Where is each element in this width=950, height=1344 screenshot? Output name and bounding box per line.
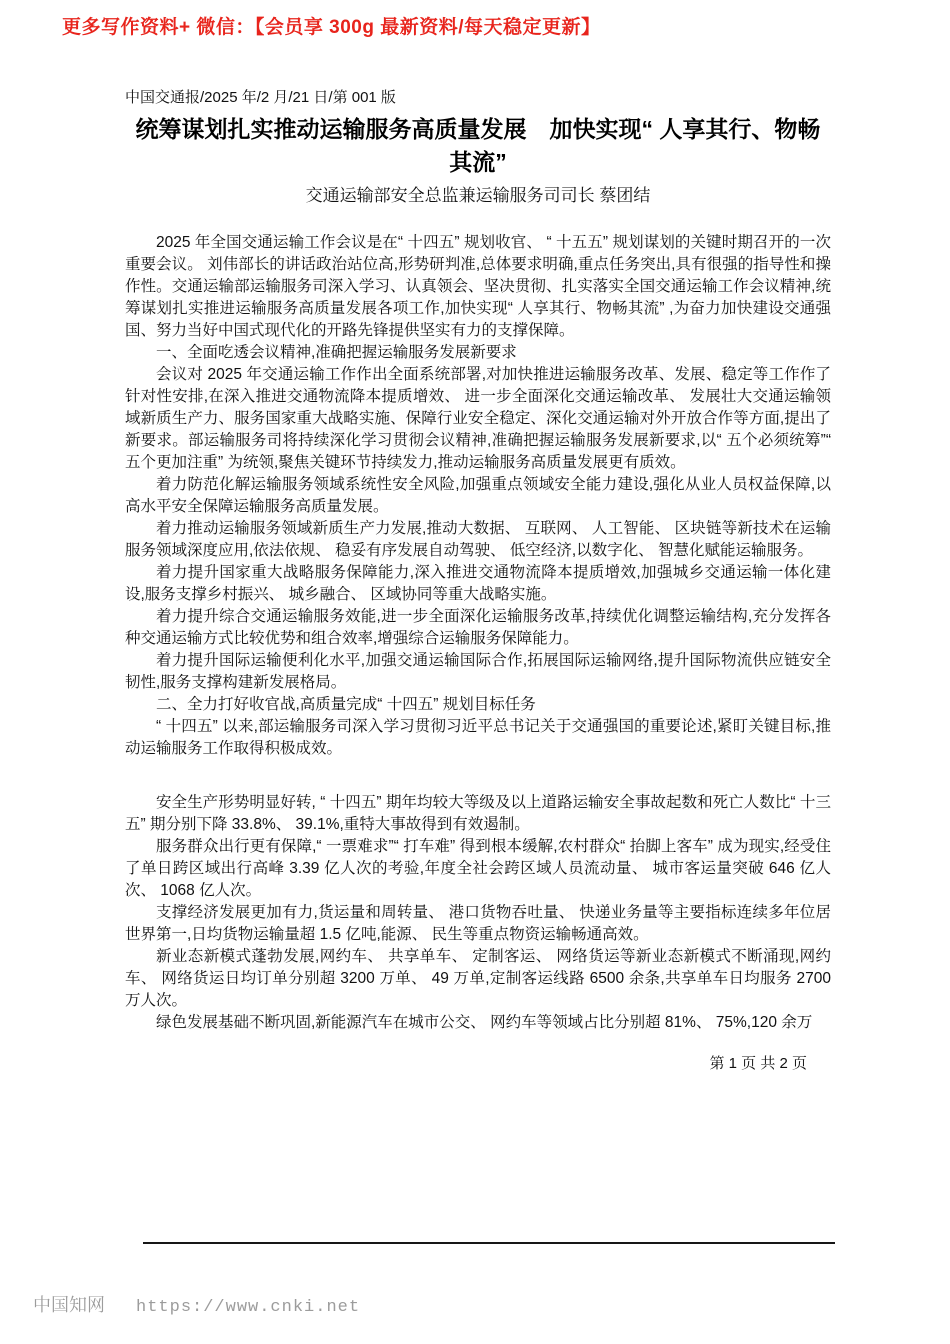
article-paragraph: 着力提升国家重大战略服务保障能力,深入推进交通物流降本提质增效,加强城乡交通运输一体化建设,服务支撑乡村振兴、 城乡融合、 区域协同等重大战略实施。 (125, 564, 831, 603)
article-paragraph: 着力推动运输服务领域新质生产力发展,推动大数据、 互联网、 人工智能、 区块链等新技术在运输服务领域深度应用,依法依规、 稳妥有序发展自动驾驶、 低空经济,以数字化、 智慧化赋能运输服务。 (125, 520, 831, 559)
article-author-line: 交通运输部安全总监兼运输服务司司长 蔡团结 (305, 186, 651, 205)
cnki-site-url: https://www.cnki.net (136, 1298, 361, 1317)
source-publication-line: 中国交通报/2025 年/2 月/21 日/第 001 版 (125, 89, 396, 106)
footer-divider-rule (143, 1242, 835, 1244)
article-paragraph: 二、全力打好收官战,高质量完成“ 十四五” 规划目标任务 (156, 696, 536, 713)
page-number-footer: 第 1 页 共 2 页 (709, 1055, 807, 1072)
article-paragraph: 安全生产形势明显好转, “ 十四五” 期年均较大等级及以上道路运输安全事故起数和死亡人数比“ 十三五” 期分别下降 33.8%、 39.1%,重特大事故得到有效遏制。 (125, 794, 831, 833)
article-paragraph: 着力提升国际运输便利化水平,加强交通运输国际合作,拓展国际运输网络,提升国际物流供应链安全韧性,服务支撑构建新发展格局。 (125, 652, 831, 691)
cnki-site-name: 中国知网 (33, 1295, 105, 1315)
article-paragraph: 着力防范化解运输服务领域系统性安全风险,加强重点领域安全能力建设,强化从业人员权益保障,以高水平安全保障运输服务高质量发展。 (125, 476, 831, 515)
article-paragraph: 新业态新模式蓬勃发展,网约车、 共享单车、 定制客运、 网络货运等新业态新模式不断涌现,网约车、 网络货运日均订单分别超 3200 万单、 49 万单,定制客运线路 6500 余条,共享单车日均服务 2700 万人次。 (125, 948, 831, 1009)
article-body (125, 232, 831, 1034)
article-paragraph: 支撑经济发展更加有力,货运量和周转量、 港口货物吞吐量、 快递业务量等主要指标连续多年位居世界第一,日均货物运输量超 1.5 亿吨,能源、 民生等重点物资运输畅通高效。 (125, 904, 831, 943)
article-paragraph: 服务群众出行更有保障,“ 一票难求”“ 打车难” 得到根本缓解,农村群众“ 抬脚上客车” 成为现实,经受住了单日跨区域出行高峰 3.39 亿人次的考验,年度全社会跨区域人员流动量、 城市客运量突破 646 亿人次、 1068 亿人次。 (125, 838, 831, 899)
document-page (125, 88, 831, 1073)
article-paragraph: 会议对 2025 年交通运输工作作出全面系统部署,对加快推进运输服务改革、发展、稳定等工作作了针对性安排,在深入推进交通物流降本提质增效、 进一步全面深化交通运输改革、 发展壮大交通运输领域新质生产力、服务国家重大战略实施、保障行业安全稳定、深化交通运输对外开放合作等方面,提出了新要求。部运输服务司将持续深化学习贯彻会议精神,准确把握运输服务发展新要求,以“ 五个必须统筹”“ 五个更加注重” 为统领,聚焦关键环节持续发力,推动运输服务高质量发展更有质效。 (125, 366, 831, 471)
article-paragraph: 2025 年全国交通运输工作会议是在“ 十四五” 规划收官、 “ 十五五” 规划谋划的关键时期召开的一次重要会议。 刘伟部长的讲话政治站位高,形势研判准,总体要求明确,重点任务突出,具有很强的指导性和操作性。交通运输部运输服务司深入学习、认真领会、坚决贯彻、扎实落实全国交通运输工作会议精神,统筹谋划扎实推进运输服务高质量发展各项工作,加快实现“ 人享其行、物畅其流” ,为奋力加快建设交通强国、努力当好中国式现代化的开路先锋提供坚实有力的支撑保障。 (125, 234, 831, 339)
cnki-watermark (33, 1291, 360, 1317)
article-paragraph: 着力提升综合交通运输服务效能,进一步全面深化运输服务改革,持续优化调整运输结构,充分发挥各种交通运输方式比较优势和组合效率,增强综合运输服务保障能力。 (125, 608, 831, 647)
article-paragraph: “ 十四五” 以来,部运输服务司深入学习贯彻习近平总书记关于交通强国的重要论述,紧盯关键目标,推动运输服务工作取得积极成效。 (125, 718, 831, 757)
article-paragraph: 绿色发展基础不断巩固,新能源汽车在城市公交、 网约车等领域占比分别超 81%、 75%,120 余万 (156, 1014, 813, 1031)
promo-banner-text: 更多写作资料+ 微信：【会员享 300g 最新资料/每天稳定更新】 (62, 17, 601, 38)
article-paragraph: 一、全面吃透会议精神,准确把握运输服务发展新要求 (156, 344, 517, 361)
article-title: 统筹谋划扎实推动运输服务高质量发展 加快实现“ 人享其行、物畅其流” (135, 116, 821, 175)
